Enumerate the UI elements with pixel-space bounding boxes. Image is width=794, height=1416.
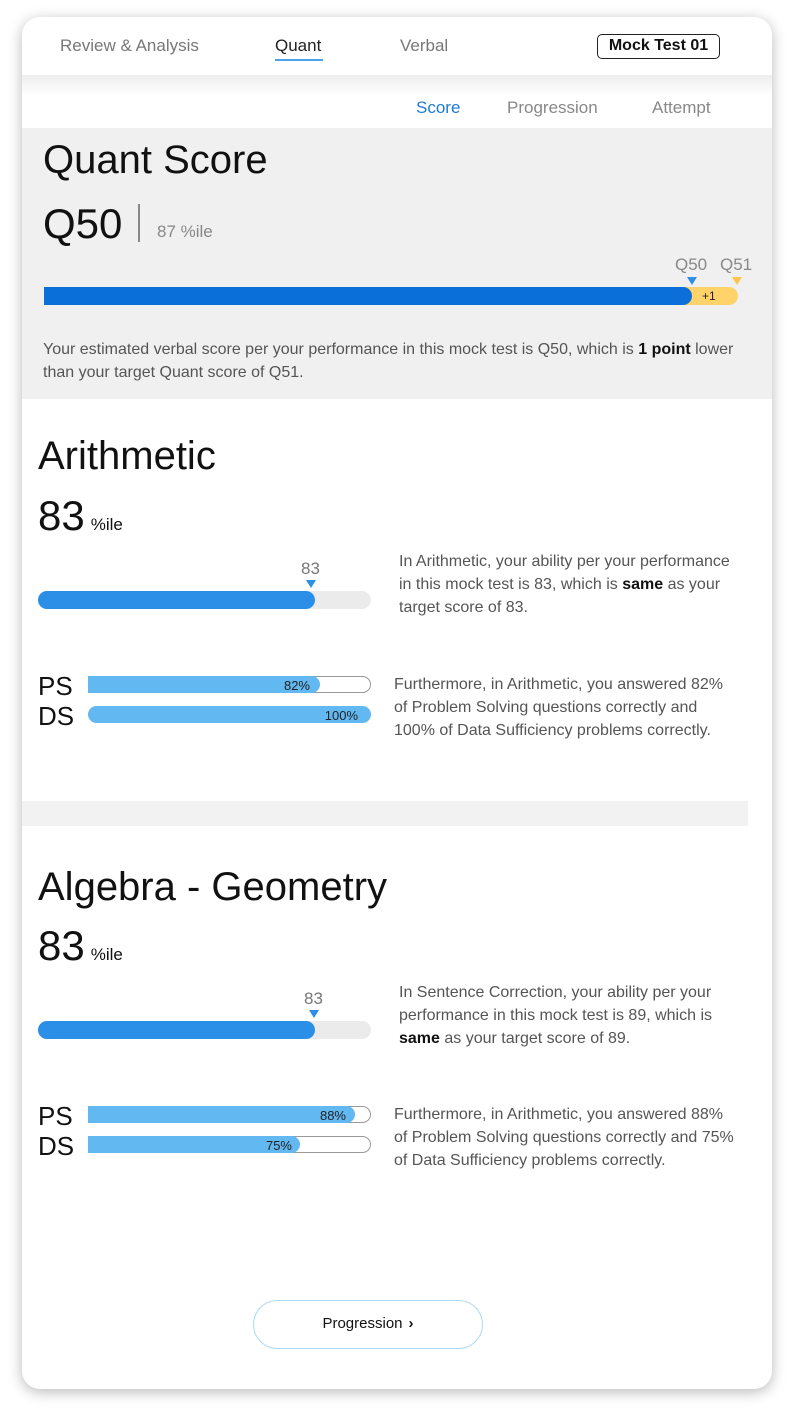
- chevron-right-icon: ›: [408, 1315, 414, 1332]
- arithmetic-ps-label: PS: [38, 671, 73, 701]
- tab-review-analysis[interactable]: Review & Analysis: [60, 36, 199, 55]
- tab-verbal[interactable]: Verbal: [400, 36, 449, 55]
- current-score-bar: [44, 287, 692, 305]
- score-difference: +1: [702, 289, 716, 303]
- algebra-accuracy-text: Furthermore, in Arithmetic, you answered 88% of Problem Solving questions correctly and 75% of Data Sufficiency problems correctly.: [394, 1106, 734, 1169]
- results-card: [22, 17, 772, 1389]
- arithmetic-title: Arithmetic: [38, 434, 216, 478]
- arithmetic-ds-value: 100%: [324, 708, 358, 723]
- progression-button[interactable]: Progression ›: [253, 1300, 483, 1349]
- arithmetic-ds-label: DS: [38, 701, 75, 731]
- arithmetic-bar-label: 83: [301, 559, 320, 578]
- algebra-title: Algebra - Geometry: [38, 865, 388, 909]
- top-nav: [22, 17, 772, 75]
- algebra-ps-value: 88%: [319, 1108, 346, 1123]
- arithmetic-ability-text: In Arithmetic, your ability per your performance in this mock test is 83, which is same as your target score of 83.: [399, 553, 730, 616]
- quant-score-explanation: Your estimated verbal score per your performance in this mock test is Q50, which is 1 point lower than your target Quant score of Q51.: [43, 341, 734, 381]
- current-score-label: Q50: [675, 255, 708, 274]
- quant-percentile: 87 %ile: [157, 222, 213, 241]
- arithmetic-ps-value: 82%: [283, 678, 310, 693]
- triangle-down-icon: [732, 277, 742, 285]
- algebra-percentile: 83 %ile: [38, 922, 123, 969]
- quant-score-panel: [22, 128, 772, 399]
- triangle-down-icon: [306, 580, 316, 588]
- triangle-down-icon: [687, 277, 697, 285]
- arithmetic-ability-fill: [38, 591, 315, 609]
- section-divider: [22, 801, 748, 826]
- sub-nav: [22, 75, 772, 128]
- subtab-score[interactable]: Score: [416, 98, 461, 117]
- mock-test-selector[interactable]: Mock Test 01: [597, 34, 720, 59]
- tab-quant[interactable]: Quant: [275, 36, 322, 55]
- algebra-ability-text: In Sentence Correction, your ability per your performance in this mock test is 89, which is same as your target score of 89.: [399, 984, 713, 1047]
- score-separator: [138, 204, 140, 242]
- arithmetic-percentile: 83 %ile: [38, 492, 123, 539]
- subtab-attempt[interactable]: Attempt: [652, 98, 711, 117]
- quant-score-value: Q50: [43, 200, 123, 247]
- algebra-ds-label: DS: [38, 1131, 75, 1161]
- triangle-down-icon: [309, 1010, 319, 1018]
- quant-score-title: Quant Score: [43, 138, 268, 182]
- algebra-ds-value: 75%: [265, 1138, 292, 1153]
- algebra-ps-label: PS: [38, 1101, 73, 1131]
- arithmetic-accuracy-text: Furthermore, in Arithmetic, you answered 82% of Problem Solving questions correctly and 100% of Data Sufficiency problems correctly.: [394, 676, 724, 739]
- subtab-progression[interactable]: Progression: [507, 98, 598, 117]
- algebra-ability-fill: [38, 1021, 315, 1039]
- algebra-bar-label: 83: [304, 989, 323, 1008]
- target-score-label: Q51: [720, 255, 753, 274]
- active-tab-underline: [275, 59, 323, 61]
